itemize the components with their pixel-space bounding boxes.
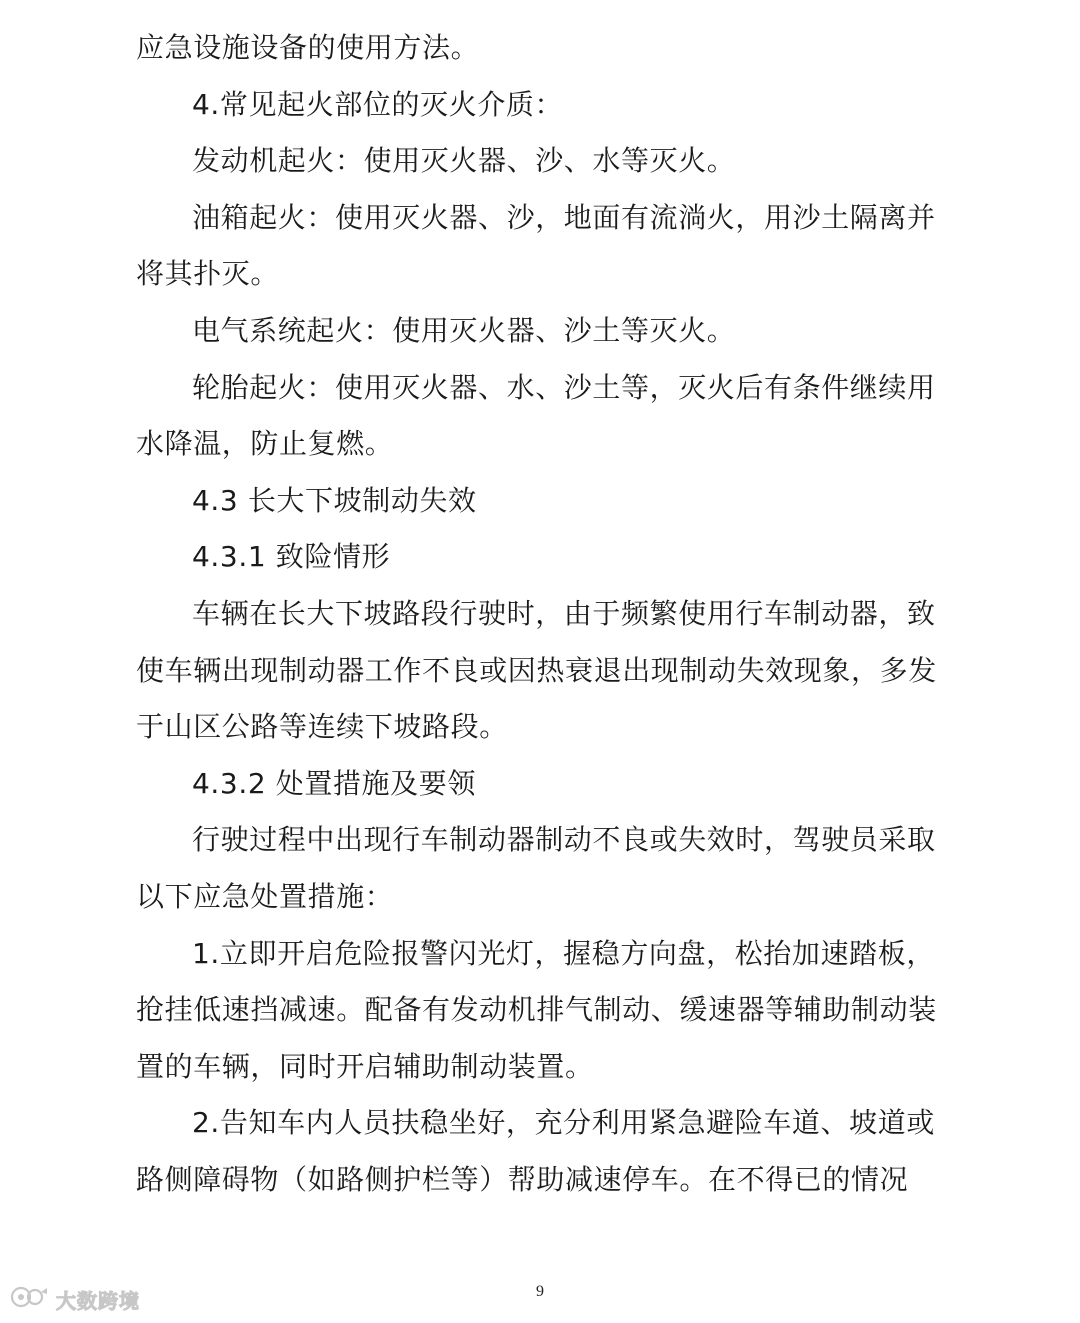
- text-line: 行驶过程中出现行车制动器制动不良或失效时，驾驶员采取: [192, 823, 936, 857]
- text-line: 电气系统起火：使用灭火器、沙土等灭火。: [192, 313, 736, 347]
- text-line: 发动机起火：使用灭火器、沙、水等灭火。: [192, 144, 736, 178]
- watermark: [10, 1284, 140, 1314]
- text-line: 水降温，防止复燃。: [136, 427, 394, 461]
- text-line: 轮胎起火：使用灭火器、水、沙土等，灭火后有条件继续用: [192, 370, 936, 404]
- document-body: [136, 20, 956, 1208]
- watermark-text: 大数跨境: [56, 1288, 140, 1313]
- subsection-heading: 4.3.1 致险情形: [192, 540, 391, 574]
- text-line: 1.立即开启危险报警闪光灯，握稳方向盘，松抬加速踏板，: [192, 936, 935, 970]
- text-line: 置的车辆，同时开启辅助制动装置。: [136, 1049, 594, 1083]
- text-line: 路侧障碍物（如路侧护栏等）帮助减速停车。在不得已的情况: [136, 1162, 909, 1196]
- text-line: 油箱起火：使用灭火器、沙，地面有流淌火，用沙土隔离并: [192, 200, 936, 234]
- text-line: 使车辆出现制动器工作不良或因热衰退出现制动失效现象，多发: [136, 653, 937, 687]
- text-line: 将其扑灭。: [136, 257, 280, 291]
- list-heading: 4.常见起火部位的灭火介质：: [192, 87, 564, 121]
- text-line: 应急设施设备的使用方法。: [136, 31, 480, 64]
- text-line: 于山区公路等连续下坡路段。: [136, 710, 508, 744]
- text-line: 以下应急处置措施：: [136, 879, 394, 913]
- brand-logo-icon: [10, 1284, 50, 1314]
- subsection-heading: 4.3.2 处置措施及要领: [192, 766, 476, 800]
- text-line: 车辆在长大下坡路段行驶时，由于频繁使用行车制动器，致: [192, 596, 936, 630]
- page-number: 9: [536, 1283, 544, 1300]
- text-line: 2.告知车内人员扶稳坐好，充分利用紧急避险车道、坡道或: [192, 1106, 935, 1140]
- text-line: 抢挂低速挡减速。配备有发动机排气制动、缓速器等辅助制动装: [136, 993, 937, 1027]
- section-heading: 4.3 长大下坡制动失效: [192, 483, 477, 517]
